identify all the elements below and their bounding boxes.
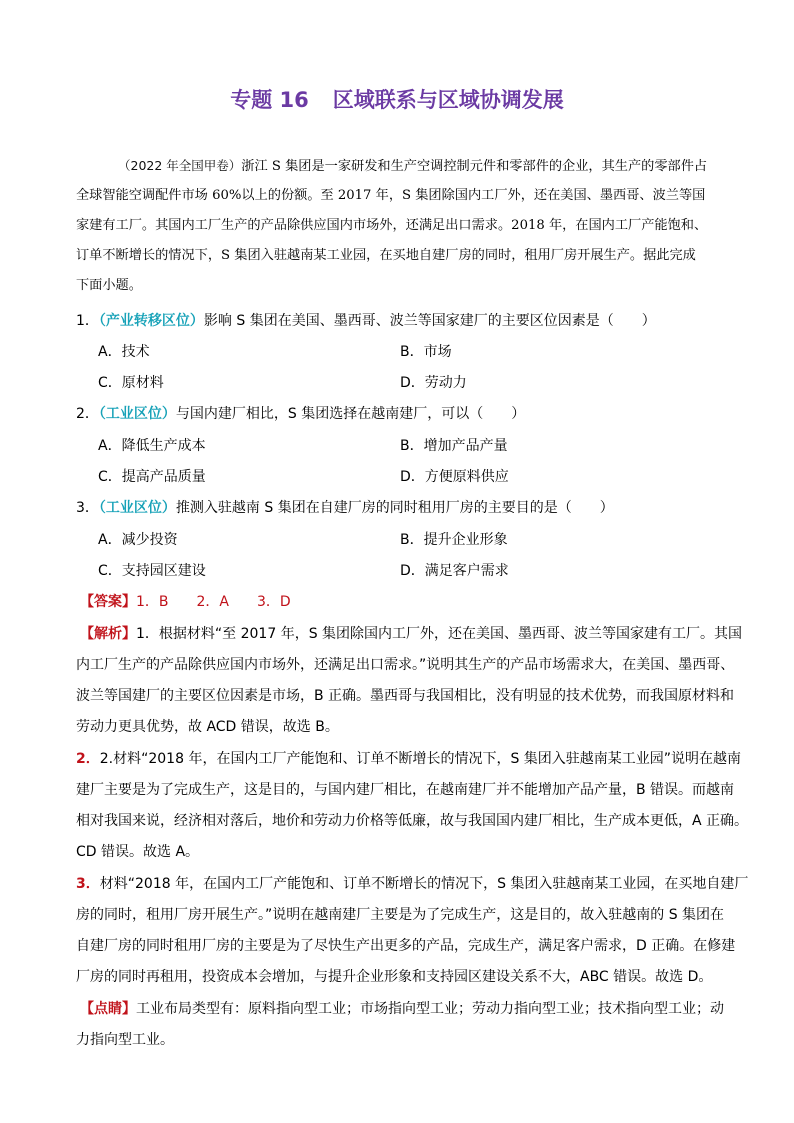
question-tag: （工业区位） [98,500,176,516]
analysis-line-5: 2．2.材料“2018 年，在国内工厂产能饱和、订单不断增长的情况下，S 集团入驻越南某工业园”说明在越南 [76,751,742,767]
question-tag: （工业区位） [98,406,176,422]
topic-name: 区域联系与区域协调发展 [332,88,564,112]
analysis-line-4: 劳动力更具优势，故 ACD 错误，故选 B。 [76,719,339,735]
option-3b: B．提升企业形象 [400,532,508,548]
option-1a: A．技术 [98,344,150,360]
analysis-line-7: 相对我国来说，经济相对落后，地价和劳动力价格等低廉，故与我国国内建厂相比，生产成本更低，A 正确。 [76,813,749,829]
analysis-line-2: 内工厂生产的产品除供应国内市场外，还满足出口需求。”说明其生产的产品市场需求大，在美国、墨西哥、 [76,657,735,673]
question-2: 2．（工业区位）与国内建厂相比，S 集团选择在越南建厂，可以（ ） [76,406,526,422]
answer-text: 1．B 2．A 3．D [136,594,291,610]
page-title [0,84,794,114]
option-2c: C．提高产品质量 [98,469,206,485]
remark-label: 【点睛】 [80,1001,136,1017]
option-2b: B．增加产品产量 [400,438,508,454]
analysis-line-10: 房的同时，租用厂房开展生产。”说明在越南建厂主要是为了完成生产，这是目的，故入驻越南的 S 集团在 [76,907,725,923]
analysis-line-3: 波兰等国建厂的主要区位因素是市场，B 正确。墨西哥与我国相比，没有明显的技术优势，而我国原材料和 [76,688,735,704]
intro-line-3: 家建有工厂。其国内工厂生产的产品除供应国内市场外，还满足出口需求。2018 年，在国内工厂产能饱和、 [76,218,708,233]
analysis-line-12: 厂房的同时再租用，投资成本会增加，与提升企业形象和支持园区建设关系不大，ABC 错误。故选 D。 [76,969,713,985]
option-3d: D．满足客户需求 [400,563,509,579]
intro-line-5: 下面小题。 [76,278,142,293]
analysis-label: 【解析】 [80,626,136,642]
analysis-line-6: 建厂主要是为了完成生产，这是目的，与国内建厂相比，在越南建厂并不能增加产品产量，B 错误。而越南 [76,782,735,798]
topic-number: 专题 16 [230,88,309,112]
option-1c: C．原材料 [98,375,164,391]
option-1b: B．市场 [400,344,452,360]
analysis-line-11: 自建厂房的同时租用厂房的主要是为了尽快生产出更多的产品，完成生产，满足客户需求，D 正确。在修建 [76,938,736,954]
question-tag: （产业转移区位） [98,313,204,329]
analysis-line-8: CD 错误。故选 A。 [76,844,200,860]
remark-line-1: 【点睛】工业布局类型有：原料指向型工业；市场指向型工业；劳动力指向型工业；技术指向型工业；动 [80,1001,724,1017]
analysis-line-1: 【解析】1．根据材料“至 2017 年，S 集团除国内工厂外，还在美国、墨西哥、波兰等国家建有工厂。其国 [80,626,743,642]
answer-label: 【答案】 [80,594,136,610]
question-1: 1．（产业转移区位）影响 S 集团在美国、墨西哥、波兰等国家建厂的主要区位因素是（ ） [76,313,656,329]
answer-line [80,592,291,612]
option-2d: D．方便原料供应 [400,469,509,485]
remark-line-2: 力指向型工业。 [76,1032,174,1048]
source-note: （2022 年全国甲卷） [118,158,242,173]
option-3c: C．支持园区建设 [98,563,206,579]
intro-line-4: 订单不断增长的情况下，S 集团入驻越南某工业园，在买地自建厂房的同时，租用厂房开展生产。据此完成 [76,248,696,263]
intro-line-1: （2022 年全国甲卷）浙江 S 集团是一家研发和生产空调控制元件和零部件的企业，其生产的零部件占 [118,158,708,174]
analysis-line-9: 3．材料“2018 年，在国内工厂产能饱和、订单不断增长的情况下，S 集团入驻越南某工业园，在买地自建厂 [76,876,749,892]
question-3: 3．（工业区位）推测入驻越南 S 集团在自建厂房的同时租用厂房的主要目的是（ ） [76,500,614,516]
intro-line-2: 全球智能空调配件市场 60%以上的份额。至 2017 年，S 集团除国内工厂外，还在美国、墨西哥、波兰等国 [76,188,706,203]
option-1d: D．劳动力 [400,375,467,391]
option-3a: A．减少投资 [98,532,178,548]
option-2a: A．降低生产成本 [98,438,206,454]
